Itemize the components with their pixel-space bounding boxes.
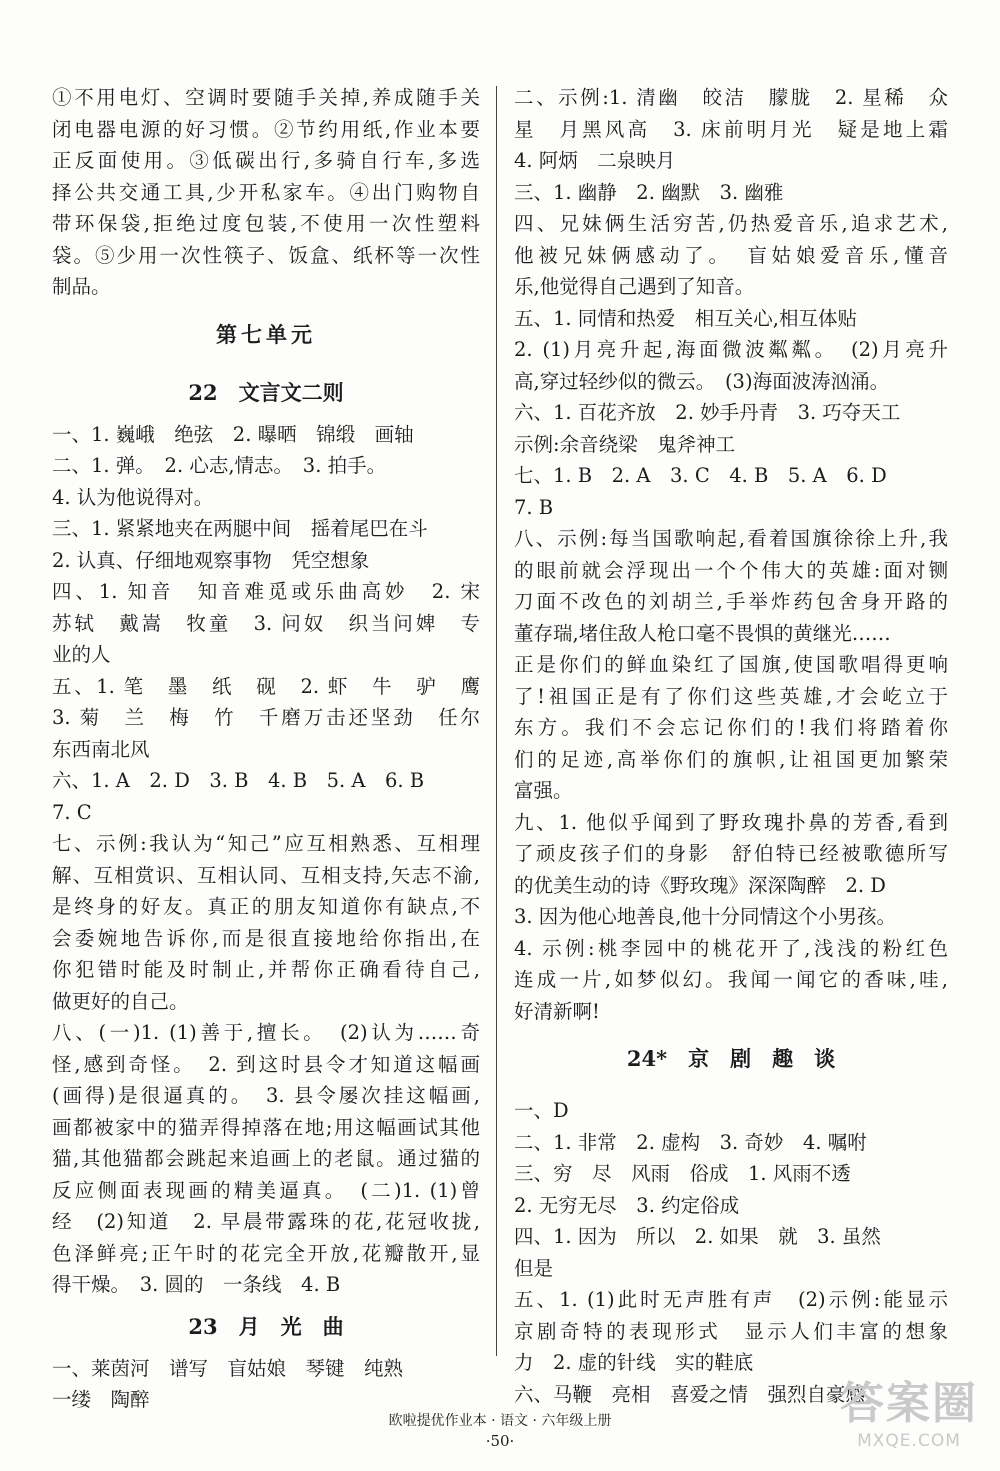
page-number: ·50·	[485, 1432, 515, 1450]
answer-line: 他被兄妹俩感动了。 盲姑娘爱音乐,懂音	[514, 243, 948, 267]
answer-line: 的优美生动的诗《野玫瑰》深深陶醉 2. D	[514, 873, 886, 897]
left-column	[52, 82, 480, 1416]
right-column	[514, 82, 948, 1410]
answer-line: 7. B	[514, 495, 554, 519]
answer-line: 2. (1)月亮升起,海面微波粼粼。 (2)月亮升	[514, 338, 948, 361]
answer-line: 但是	[514, 1256, 554, 1280]
answer-line: 三、穷 尽 风雨 俗成 1. 风雨不透	[514, 1162, 851, 1185]
answer-line: 带环保袋,拒绝过度包装,不使用一次性塑料	[52, 212, 480, 235]
answer-line: 五、1. 同情和热爱 相互关心,相互体贴	[514, 306, 858, 330]
answer-line: 7. C	[52, 800, 92, 824]
lesson-heading: 24* 京 剧 趣 谈	[626, 1046, 836, 1071]
answer-line: 六、1. 百花齐放 2. 妙手丹青 3. 巧夺天工	[514, 401, 901, 424]
answer-line: 得干燥。 3. 圆的 一条线 4. B	[52, 1273, 341, 1296]
answer-line: 八、示例:每当国歌响起,看着国旗徐徐上升,我	[514, 527, 948, 550]
answer-line: 四、1. 因为 所以 2. 如果 就 3. 虽然	[514, 1225, 881, 1248]
answer-line: 你犯错时能及时制止,并帮你正确看待自己,	[52, 958, 480, 981]
answer-line: (画得)是很逼真的。 3. 县令屡次挂这幅画,	[52, 1084, 480, 1107]
answer-line: 高,穿过轻纱似的微云。 (3)海面波涛汹涌。	[514, 369, 890, 393]
answer-line: 刀面不改色的刘胡兰,手举炸药包舍身开路的	[514, 590, 948, 613]
answer-line: 4. 认为他说得对。	[52, 485, 214, 509]
answer-line: 三、1. 紧紧地夹在两腿中间 摇着尾巴在斗	[52, 517, 428, 540]
answer-line: 一缕 陶醉	[52, 1388, 150, 1411]
answer-line: 东西南北风	[52, 737, 150, 761]
answer-line: 力 2. 虚的针线 实的鞋底	[514, 1351, 754, 1374]
answer-line: 五、1. 笔 墨 纸 砚 2. 虾 牛 驴 鹰	[52, 674, 480, 698]
answer-line: 六、马鞭 亮相 喜爱之情 强烈自豪感	[514, 1382, 866, 1406]
lesson-heading: 22 文言文二则	[188, 379, 344, 405]
answer-line: 了顽皮孩子们的身影 舒伯特已经被歌德所写	[514, 842, 948, 865]
answer-line: 七、1. B 2. A 3. C 4. B 5. A 6. D	[514, 464, 887, 487]
answer-line: 苏轼 戴嵩 牧童 3. 问奴 织当问婢 专	[52, 611, 480, 635]
answer-line: 做更好的自己。	[52, 989, 189, 1013]
answer-line: 闭电器电源的好习惯。②节约用纸,作业本要	[52, 117, 480, 141]
answer-line: 一、1. 巍峨 绝弦 2. 曝晒 锦缎 画轴	[52, 422, 414, 446]
answer-line: 业的人	[52, 643, 111, 666]
answer-line: 画都被家中的猫弄得掉落在地;用这幅画试其他	[52, 1115, 480, 1139]
answer-line: 4. 阿炳 二泉映月	[514, 149, 676, 172]
answer-line: 九、1. 他似乎闻到了野玫瑰扑鼻的芳香,看到	[514, 810, 948, 834]
answer-line: 袋。⑤少用一次性筷子、饭盒、纸杯等一次性	[52, 243, 480, 267]
answer-line: 乐,他觉得自己遇到了知音。	[514, 275, 755, 298]
answer-line: 会委婉地告诉你,而是很直接地给你指出,在	[52, 926, 480, 950]
answer-line: 八、(一)1. (1)善于,擅长。 (2)认为……奇	[52, 1021, 480, 1044]
answer-line: 七、示例:我认为“知己”应互相熟悉、互相理	[52, 832, 480, 855]
column-divider	[496, 86, 497, 1356]
answer-line: 是终身的好友。真正的朋友知道你有缺点,不	[52, 895, 480, 918]
answer-line: 星 月黑风高 3. 床前明月光 疑是地上霜	[514, 117, 948, 141]
answer-line: 董存瑞,堵住敌人枪口毫不畏惧的黄继光……	[514, 621, 891, 645]
answer-line: 色泽鲜亮;正午时的花完全开放,花瓣散开,显	[52, 1241, 480, 1265]
answer-line: 四、1. 知音 知音难觅或乐曲高妙 2. 宋	[52, 580, 480, 603]
answer-line: 择公共交通工具,少开私家车。④出门购物自	[52, 180, 480, 204]
answer-line: 4. 示例:桃李园中的桃花开了,浅浅的粉红色	[514, 936, 948, 960]
unit-heading: 第七单元	[216, 321, 316, 347]
watermark-logo-text: 答案圈	[840, 1378, 978, 1429]
answer-line: 3. 菊 兰 梅 竹 千磨万击还坚劲 任尔	[52, 706, 480, 729]
answer-line: 怪,感到奇怪。 2. 到这时县令才知道这幅画	[52, 1052, 480, 1076]
answer-line: 2. 认真、仔细地观察事物 凭空想象	[52, 548, 370, 572]
answer-line: 制品。	[52, 275, 111, 298]
answer-line: 的眼前就会浮现出一个个伟大的英雄:面对铡	[514, 558, 948, 582]
answer-line: 猫,其他猫都会跳起来追画上的老鼠。通过猫的	[52, 1147, 480, 1170]
answer-line: 二、1. 非常 2. 虚构 3. 奇妙 4. 嘱咐	[514, 1130, 867, 1154]
answer-line: 3. 因为他心地善良,他十分同情这个小男孩。	[514, 905, 897, 928]
answer-line: 正是你们的鲜血染红了国旗,使国歌唱得更响	[514, 653, 948, 676]
answer-line: 经 (2)知道 2. 早晨带露珠的花,花冠收拢,	[52, 1210, 480, 1233]
answer-line: 东方。我们不会忘记你们的!我们将踏着你	[514, 716, 948, 739]
answer-line: 连成一片,如梦似幻。我闻一闻它的香味,哇,	[514, 968, 948, 991]
answer-line: 三、1. 幽静 2. 幽默 3. 幽雅	[514, 180, 784, 204]
answer-line: 2. 无穷无尽 3. 约定俗成	[514, 1193, 740, 1217]
answer-line: 二、1. 弹。 2. 心志,情志。 3. 拍手。	[52, 454, 387, 477]
answer-line: 富强。	[514, 779, 573, 802]
answer-line: 四、兄妹俩生活穷苦,仍热爱音乐,追求艺术,	[514, 212, 948, 235]
answer-line: 京剧奇特的表现形式 显示人们丰富的想象	[514, 1319, 948, 1343]
answer-line: 六、1. A 2. D 3. B 4. B 5. A 6. B	[52, 769, 425, 792]
answer-line: 五、1. (1)此时无声胜有声 (2)示例:能显示	[514, 1288, 948, 1311]
answer-line: ①不用电灯、空调时要随手关掉,养成随手关	[52, 86, 480, 109]
answer-line: 反应侧面表现画的精美逼真。 (二)1. (1)曾	[52, 1178, 480, 1202]
answer-line: 了!祖国正是有了你们这些英雄,才会屹立于	[514, 684, 948, 708]
answer-line: 一、莱茵河 谱写 盲姑娘 琴键 纯熟	[52, 1356, 404, 1380]
answer-line: 示例:余音绕梁 鬼斧神工	[514, 432, 736, 456]
answer-line: 一、D	[514, 1099, 569, 1122]
watermark	[840, 1367, 978, 1451]
answer-line: 们的足迹,高举你们的旗帜,让祖国更加繁荣	[514, 747, 948, 771]
answer-line: 正反面使用。③低碳出行,多骑自行车,多选	[52, 149, 480, 172]
answer-line: 二、示例:1. 清幽 皎洁 朦胧 2. 星稀 众	[514, 86, 948, 109]
lesson-heading: 23 月 光 曲	[188, 1313, 344, 1339]
answer-line: 好清新啊!	[514, 999, 600, 1023]
answer-line: 解、互相赏识、互相认同、互相支持,矢志不渝,	[52, 863, 480, 887]
footer-book-title: 欧啦提优作业本 · 语文 · 六年级上册	[388, 1413, 612, 1429]
watermark-url: MXQE.COM	[857, 1431, 961, 1451]
